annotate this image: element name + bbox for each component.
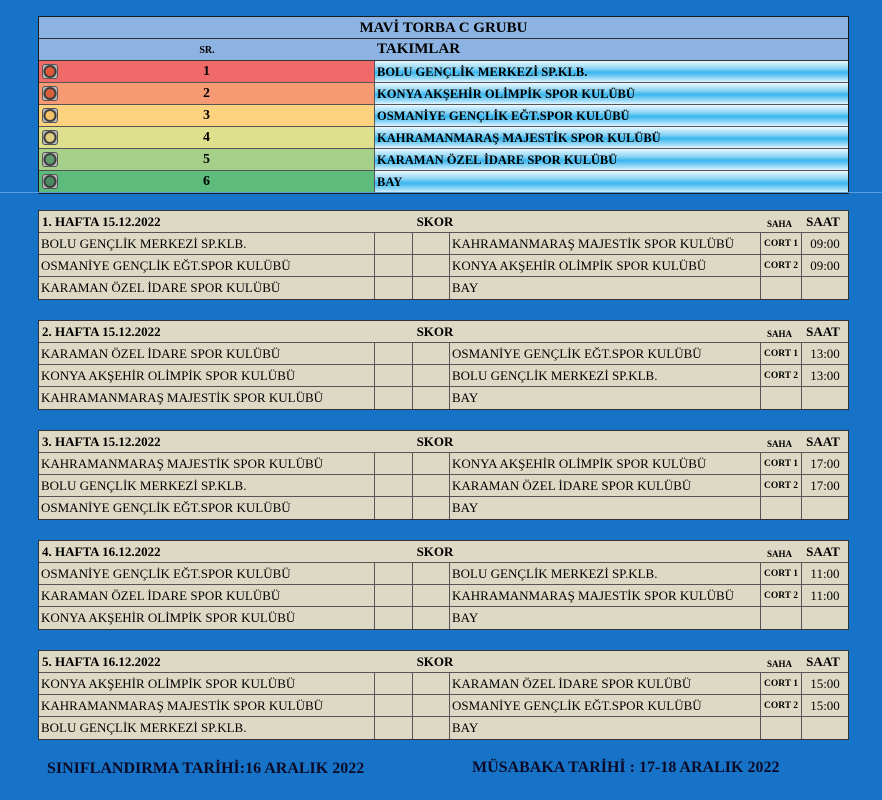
court-cell: CORT 1	[761, 233, 802, 254]
week-table	[38, 430, 849, 520]
away-team: BOLU GENÇLİK MERKEZİ SP.KLB.	[450, 365, 761, 386]
away-score-cell[interactable]	[413, 673, 450, 694]
status-dot-icon	[42, 174, 58, 189]
home-score-cell[interactable]	[375, 453, 413, 474]
score-header: SKOR	[416, 213, 454, 229]
home-score-cell[interactable]	[375, 365, 413, 386]
time-header: SAAT	[806, 543, 840, 559]
rank-number: 2	[203, 86, 210, 101]
rank-number: 5	[203, 152, 210, 167]
home-team: KAHRAMANMARAŞ MAJESTİK SPOR KULÜBÜ	[39, 387, 375, 409]
match-row	[39, 277, 848, 299]
week-title: 1. HAFTA 15.12.2022	[42, 213, 161, 229]
team-name: BOLU GENÇLİK MERKEZİ SP.KLB.	[375, 61, 848, 82]
home-team: OSMANİYE GENÇLİK EĞT.SPOR KULÜBÜ	[39, 255, 375, 276]
status-dot-icon	[42, 152, 58, 167]
week-title: 2. HAFTA 15.12.2022	[42, 323, 161, 339]
team-name: KARAMAN ÖZEL İDARE SPOR KULÜBÜ	[375, 149, 848, 170]
away-team: KONYA AKŞEHİR OLİMPİK SPOR KULÜBÜ	[450, 255, 761, 276]
home-team: BOLU GENÇLİK MERKEZİ SP.KLB.	[39, 475, 375, 496]
teams-column-header: TAKIMLAR	[377, 41, 461, 57]
score-header: SKOR	[416, 433, 454, 449]
rank-cell	[39, 83, 375, 104]
away-team: OSMANİYE GENÇLİK EĞT.SPOR KULÜBÜ	[450, 695, 761, 716]
time-cell	[802, 277, 848, 299]
team-name: KONYA AKŞEHİR OLİMPİK SPOR KULÜBÜ	[375, 83, 848, 104]
score-header: SKOR	[416, 543, 454, 559]
week-table	[38, 210, 849, 300]
away-score-cell[interactable]	[413, 563, 450, 584]
rank-cell	[39, 127, 375, 148]
court-cell	[761, 607, 802, 629]
court-cell: CORT 2	[761, 695, 802, 716]
home-team: KARAMAN ÖZEL İDARE SPOR KULÜBÜ	[39, 585, 375, 606]
home-team: OSMANİYE GENÇLİK EĞT.SPOR KULÜBÜ	[39, 563, 375, 584]
court-cell: CORT 1	[761, 343, 802, 364]
time-cell	[802, 717, 848, 739]
home-team: OSMANİYE GENÇLİK EĞT.SPOR KULÜBÜ	[39, 497, 375, 519]
away-score-cell[interactable]	[413, 387, 450, 409]
home-team: KAHRAMANMARAŞ MAJESTİK SPOR KULÜBÜ	[39, 453, 375, 474]
away-score-cell[interactable]	[413, 255, 450, 276]
away-team: BAY	[450, 717, 761, 739]
home-team: KAHRAMANMARAŞ MAJESTİK SPOR KULÜBÜ	[39, 695, 375, 716]
match-row	[39, 673, 848, 695]
time-cell: 09:00	[810, 236, 840, 251]
away-score-cell[interactable]	[413, 607, 450, 629]
away-score-cell[interactable]	[413, 365, 450, 386]
court-cell: CORT 1	[761, 453, 802, 474]
home-score-cell[interactable]	[375, 585, 413, 606]
match-row	[39, 343, 848, 365]
standings-table	[38, 16, 849, 194]
time-cell: 11:00	[810, 588, 840, 603]
time-cell: 11:00	[810, 566, 840, 581]
away-score-cell[interactable]	[413, 717, 450, 739]
score-header: SKOR	[416, 323, 454, 339]
home-team: BOLU GENÇLİK MERKEZİ SP.KLB.	[39, 233, 375, 254]
away-score-cell[interactable]	[413, 233, 450, 254]
match-row	[39, 563, 848, 585]
time-cell	[802, 387, 848, 409]
court-header: SAHA	[766, 328, 792, 339]
away-score-cell[interactable]	[413, 695, 450, 716]
away-team: KONYA AKŞEHİR OLİMPİK SPOR KULÜBÜ	[450, 453, 761, 474]
match-row	[39, 607, 848, 629]
match-row	[39, 387, 848, 409]
standings-row	[39, 149, 848, 171]
match-row	[39, 695, 848, 717]
team-name: OSMANİYE GENÇLİK EĞT.SPOR KULÜBÜ	[375, 105, 848, 126]
week-title: 4. HAFTA 16.12.2022	[42, 543, 161, 559]
week-header	[39, 541, 848, 563]
court-cell: CORT 1	[761, 673, 802, 694]
court-cell	[761, 717, 802, 739]
rank-cell	[39, 171, 375, 193]
court-cell	[761, 277, 802, 299]
rank-number: 4	[203, 130, 210, 145]
away-team: BOLU GENÇLİK MERKEZİ SP.KLB.	[450, 563, 761, 584]
away-score-cell[interactable]	[413, 475, 450, 496]
away-team: BAY	[450, 607, 761, 629]
week-table	[38, 540, 849, 630]
home-score-cell[interactable]	[375, 695, 413, 716]
standings-row	[39, 61, 848, 83]
away-team: BAY	[450, 277, 761, 299]
time-cell	[802, 607, 848, 629]
week-header	[39, 651, 848, 673]
time-header: SAAT	[806, 213, 840, 229]
home-score-cell[interactable]	[375, 277, 413, 299]
away-score-cell[interactable]	[413, 585, 450, 606]
standings-row	[39, 171, 848, 193]
week-title: 3. HAFTA 15.12.2022	[42, 433, 161, 449]
away-team: KARAMAN ÖZEL İDARE SPOR KULÜBÜ	[450, 673, 761, 694]
week-table	[38, 650, 849, 740]
rank-column-header: SR.	[199, 45, 215, 56]
home-score-cell[interactable]	[375, 387, 413, 409]
rank-number: 1	[203, 64, 210, 79]
match-row	[39, 233, 848, 255]
group-title: MAVİ TORBA C GRUBU	[39, 17, 848, 39]
away-team: BAY	[450, 497, 761, 519]
home-score-cell[interactable]	[375, 255, 413, 276]
standings-header	[39, 39, 848, 61]
competition-date: MÜSABAKA TARİHİ : 17-18 ARALIK 2022	[472, 759, 780, 776]
away-team: OSMANİYE GENÇLİK EĞT.SPOR KULÜBÜ	[450, 343, 761, 364]
week-table	[38, 320, 849, 410]
home-team: KARAMAN ÖZEL İDARE SPOR KULÜBÜ	[39, 277, 375, 299]
away-team: KARAMAN ÖZEL İDARE SPOR KULÜBÜ	[450, 475, 761, 496]
court-cell: CORT 2	[761, 475, 802, 496]
time-cell	[802, 497, 848, 519]
week-header	[39, 321, 848, 343]
home-score-cell[interactable]	[375, 673, 413, 694]
court-cell: CORT 2	[761, 585, 802, 606]
score-header: SKOR	[416, 653, 454, 669]
court-cell: CORT 2	[761, 255, 802, 276]
rank-number: 6	[203, 174, 210, 189]
away-score-cell[interactable]	[413, 343, 450, 364]
home-team: BOLU GENÇLİK MERKEZİ SP.KLB.	[39, 717, 375, 739]
court-cell: CORT 1	[761, 563, 802, 584]
away-score-cell[interactable]	[413, 277, 450, 299]
team-name: KAHRAMANMARAŞ MAJESTİK SPOR KULÜBÜ	[375, 127, 848, 148]
time-header: SAAT	[806, 653, 840, 669]
time-cell: 17:00	[810, 456, 840, 471]
home-score-cell[interactable]	[375, 717, 413, 739]
match-row	[39, 365, 848, 387]
match-row	[39, 497, 848, 519]
home-score-cell[interactable]	[375, 497, 413, 519]
status-dot-icon	[42, 108, 58, 123]
court-header: SAHA	[766, 218, 792, 229]
time-header: SAAT	[806, 433, 840, 449]
court-cell: CORT 2	[761, 365, 802, 386]
time-cell: 13:00	[810, 368, 840, 383]
away-team: KAHRAMANMARAŞ MAJESTİK SPOR KULÜBÜ	[450, 585, 761, 606]
time-header: SAAT	[806, 323, 840, 339]
match-row	[39, 475, 848, 497]
home-score-cell[interactable]	[375, 607, 413, 629]
home-score-cell[interactable]	[375, 563, 413, 584]
status-dot-icon	[42, 86, 58, 101]
match-row	[39, 255, 848, 277]
home-team: KARAMAN ÖZEL İDARE SPOR KULÜBÜ	[39, 343, 375, 364]
rank-number: 3	[203, 108, 210, 123]
home-score-cell[interactable]	[375, 343, 413, 364]
rank-cell	[39, 61, 375, 82]
away-score-cell[interactable]	[413, 453, 450, 474]
match-row	[39, 717, 848, 739]
court-header: SAHA	[766, 658, 792, 669]
court-cell	[761, 497, 802, 519]
week-header	[39, 211, 848, 233]
week-title: 5. HAFTA 16.12.2022	[42, 653, 161, 669]
rank-cell	[39, 149, 375, 170]
status-dot-icon	[42, 130, 58, 145]
standings-row	[39, 127, 848, 149]
home-team: KONYA AKŞEHİR OLİMPİK SPOR KULÜBÜ	[39, 607, 375, 629]
away-team: KAHRAMANMARAŞ MAJESTİK SPOR KULÜBÜ	[450, 233, 761, 254]
match-row	[39, 585, 848, 607]
time-cell: 17:00	[810, 478, 840, 493]
status-dot-icon	[42, 64, 58, 79]
home-score-cell[interactable]	[375, 233, 413, 254]
time-cell: 13:00	[810, 346, 840, 361]
court-cell	[761, 387, 802, 409]
away-team: BAY	[450, 387, 761, 409]
time-cell: 15:00	[810, 698, 840, 713]
rank-cell	[39, 105, 375, 126]
team-name: BAY	[375, 171, 848, 193]
home-team: KONYA AKŞEHİR OLİMPİK SPOR KULÜBÜ	[39, 365, 375, 386]
week-header	[39, 431, 848, 453]
away-score-cell[interactable]	[413, 497, 450, 519]
court-header: SAHA	[766, 548, 792, 559]
standings-row	[39, 105, 848, 127]
time-cell: 09:00	[810, 258, 840, 273]
match-row	[39, 453, 848, 475]
standings-row	[39, 83, 848, 105]
court-header: SAHA	[766, 438, 792, 449]
section-divider	[0, 192, 882, 193]
time-cell: 15:00	[810, 676, 840, 691]
classification-date: SINIFLANDIRMA TARİHİ:16 ARALIK 2022	[47, 760, 365, 777]
home-score-cell[interactable]	[375, 475, 413, 496]
home-team: KONYA AKŞEHİR OLİMPİK SPOR KULÜBÜ	[39, 673, 375, 694]
